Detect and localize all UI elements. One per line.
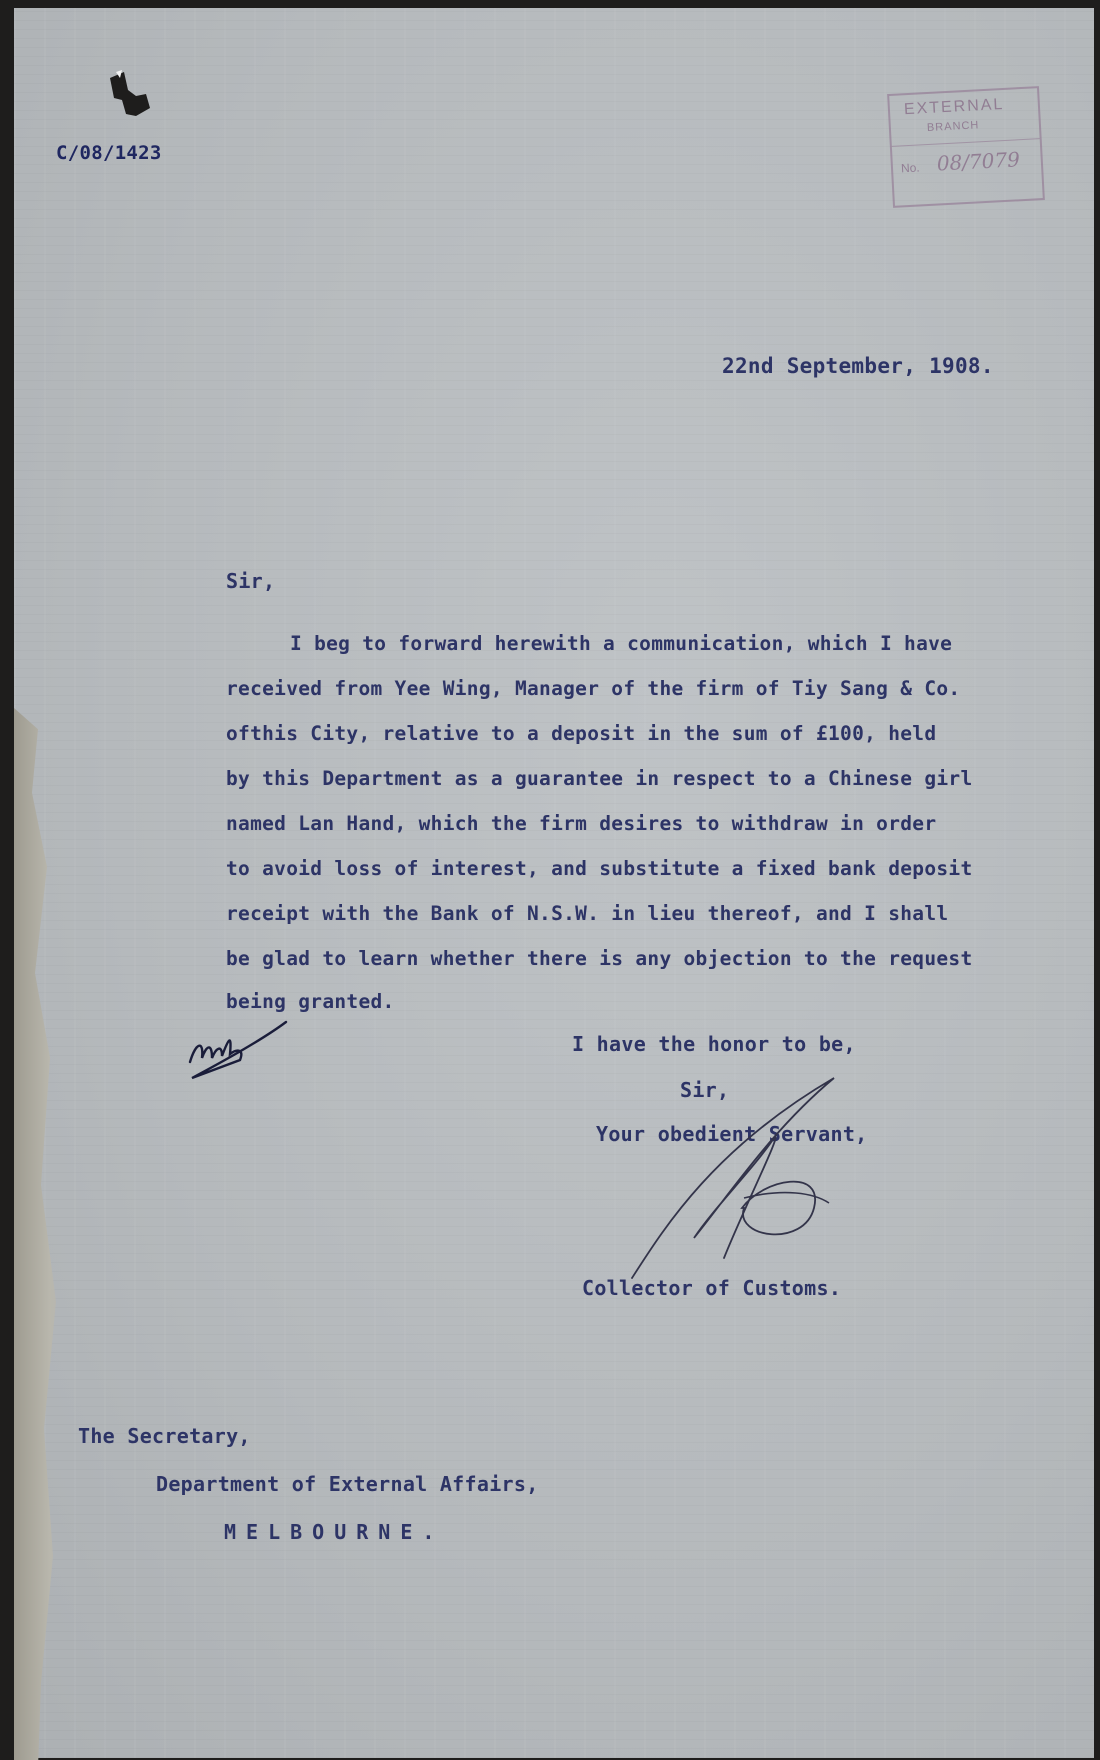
file-reference: C/08/1423 <box>56 142 162 164</box>
letter-date: 22nd September, 1908. <box>722 354 994 378</box>
torn-page-edge <box>14 708 74 1760</box>
marginal-initials-signature <box>182 1012 292 1082</box>
stamp-number: 08/7079 <box>936 147 1021 176</box>
stamp-divider <box>892 138 1040 147</box>
external-branch-stamp <box>887 86 1045 208</box>
body-line: receipt with the Bank of N.S.W. in lieu thereof, and I shall <box>226 902 949 925</box>
document-page <box>14 8 1094 1758</box>
body-line: received from Yee Wing, Manager of the firm of Tiy Sang & Co. <box>226 677 961 700</box>
closing-servant: Your obedient Servant, <box>596 1122 868 1146</box>
addressee-department: Department of External Affairs, <box>156 1472 539 1496</box>
body-line: be glad to learn whether there is any objection to the request <box>226 947 973 970</box>
body-line: to avoid loss of interest, and substitute a fixed bank deposit <box>226 857 973 880</box>
collector-signature <box>624 1068 854 1288</box>
addressee-city: MELBOURNE. <box>224 1520 445 1544</box>
closing-sir: Sir, <box>680 1078 730 1102</box>
closing-line: I have the honor to be, <box>572 1032 856 1056</box>
collector-title: Collector of Customs. <box>582 1276 842 1300</box>
stamp-number-label: No. <box>900 160 921 176</box>
salutation: Sir, <box>226 569 276 593</box>
stamp-subtitle: BRANCH <box>926 119 980 135</box>
body-line: ofthis City, relative to a deposit in the sum of £100, held <box>226 722 937 745</box>
addressee-title: The Secretary, <box>78 1424 251 1448</box>
body-line: being granted. <box>226 990 395 1013</box>
body-line: by this Department as a guarantee in respect to a Chinese girl <box>226 767 973 790</box>
body-line: I beg to forward herewith a communication, which I have <box>290 632 953 655</box>
stamp-title: EXTERNAL <box>903 95 1005 119</box>
body-line: named Lan Hand, which the firm desires to withdraw in order <box>226 812 937 835</box>
punch-hole-icon <box>106 70 156 130</box>
